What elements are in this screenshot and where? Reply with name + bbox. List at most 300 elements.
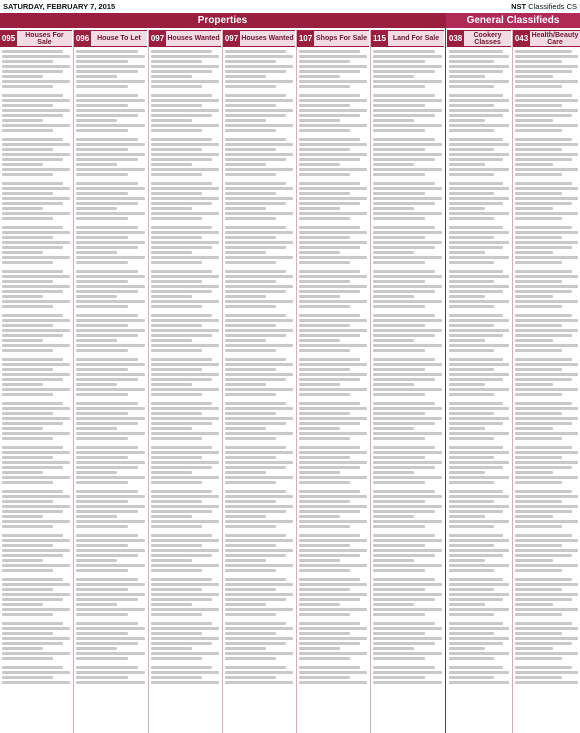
listing-text-line: [2, 339, 43, 342]
listing-text-line: [515, 500, 562, 503]
listing-text-line: [225, 197, 293, 200]
listing-text-line: [373, 388, 442, 391]
listing-text-line: [225, 490, 286, 493]
listing-text-line: [151, 525, 202, 528]
listing-text-line: [515, 603, 553, 606]
listing-text-line: [76, 217, 128, 220]
listing-text-line: [515, 75, 553, 78]
listing-text-line: [151, 578, 212, 581]
listing-text-line: [373, 481, 425, 484]
listing-text-line: [515, 437, 562, 440]
listing-text-line: [373, 138, 435, 141]
listing-text-line: [515, 339, 553, 342]
column-label: Land For Sale: [388, 31, 444, 46]
listings-land-for-sale: [371, 49, 444, 733]
listing-text-line: [449, 559, 485, 562]
listing-text-line: [449, 417, 509, 420]
listing-text-line: [2, 490, 63, 493]
listing-text-line: [373, 525, 425, 528]
listing-text-line: [373, 80, 442, 83]
listing-text-line: [515, 539, 578, 542]
listing-text-line: [76, 358, 138, 361]
listing-text-line: [449, 109, 509, 112]
listing-text-line: [76, 657, 128, 660]
listing-text-line: [225, 168, 293, 171]
listing-text-line: [515, 632, 562, 635]
column-label: Cookery Classes: [464, 31, 511, 46]
listing-text-line: [2, 446, 63, 449]
listing-text-line: [373, 50, 435, 53]
listing-text-line: [225, 608, 293, 611]
listing-text-line: [449, 324, 494, 327]
listing-text-line: [373, 471, 414, 474]
listing-text-line: [515, 187, 578, 190]
listing-text-line: [151, 50, 212, 53]
column-number: 097: [223, 31, 240, 46]
listing-text-line: [151, 544, 202, 547]
listing-text-line: [299, 261, 350, 264]
listing-text-line: [449, 143, 509, 146]
listing-text-line: [449, 334, 503, 337]
column-label: House To Let: [91, 31, 147, 46]
listing-text-line: [449, 138, 503, 141]
listing-text-line: [151, 402, 212, 405]
listing-text-line: [2, 60, 53, 63]
listing-text-line: [151, 270, 212, 273]
listing-text-line: [151, 344, 219, 347]
listing-text-line: [151, 520, 219, 523]
listing-text-line: [76, 608, 145, 611]
listing-text-line: [225, 481, 276, 484]
listing-text-line: [299, 637, 367, 640]
listing-text-line: [151, 339, 192, 342]
section-properties-title: Properties: [197, 15, 248, 26]
listing-text-line: [449, 466, 503, 469]
listing-text-line: [2, 290, 63, 293]
listing-text-line: [515, 456, 562, 459]
column-header-cookery-classes: [447, 30, 511, 47]
masthead: [0, 0, 580, 12]
listing-text-line: [76, 402, 138, 405]
listing-text-line: [2, 559, 43, 562]
listing-text-line: [373, 300, 442, 303]
listing-text-line: [2, 647, 43, 650]
listing-text-line: [515, 329, 578, 332]
listing-text-line: [373, 432, 442, 435]
listing-text-line: [299, 285, 367, 288]
listing-text-line: [373, 114, 435, 117]
listing-text-line: [515, 70, 572, 73]
listing-text-line: [299, 520, 367, 523]
listing-text-line: [515, 481, 562, 484]
listing-text-line: [76, 520, 145, 523]
listing-text-line: [449, 129, 494, 132]
listing-text-line: [151, 456, 202, 459]
listing-text-line: [151, 608, 219, 611]
listing-text-line: [76, 471, 117, 474]
listing-text-line: [151, 261, 202, 264]
listings-houses-wanted: [149, 49, 221, 733]
listing-text-line: [449, 593, 509, 596]
listing-text-line: [76, 158, 138, 161]
listing-text-line: [151, 143, 219, 146]
listing-text-line: [2, 104, 53, 107]
listing-text-line: [2, 373, 70, 376]
column-number: 115: [371, 31, 388, 46]
listing-text-line: [373, 270, 435, 273]
listing-text-line: [225, 129, 276, 132]
listing-text-line: [76, 666, 138, 669]
listing-text-line: [299, 94, 360, 97]
listing-text-line: [373, 163, 414, 166]
listing-text-line: [225, 192, 276, 195]
listing-text-line: [299, 510, 360, 513]
listing-text-line: [299, 109, 367, 112]
listing-text-line: [515, 334, 572, 337]
listing-text-line: [2, 402, 63, 405]
listing-text-line: [449, 505, 509, 508]
listing-text-line: [151, 666, 212, 669]
listing-text-line: [373, 231, 442, 234]
listing-text-line: [2, 329, 70, 332]
listing-text-line: [2, 505, 70, 508]
listing-text-line: [151, 368, 202, 371]
section-general-banner: [446, 13, 580, 28]
listing-text-line: [373, 642, 435, 645]
listing-text-line: [151, 153, 219, 156]
listing-text-line: [449, 549, 509, 552]
listing-text-line: [299, 217, 350, 220]
listing-text-line: [515, 417, 578, 420]
listing-text-line: [373, 129, 425, 132]
listing-text-line: [299, 373, 367, 376]
listing-text-line: [449, 676, 494, 679]
listing-text-line: [225, 500, 276, 503]
listing-text-line: [449, 627, 509, 630]
listing-text-line: [515, 104, 562, 107]
listing-text-line: [373, 285, 442, 288]
listing-text-line: [2, 652, 70, 655]
listing-text-line: [449, 515, 485, 518]
listing-text-line: [299, 334, 360, 337]
listing-text-line: [76, 75, 117, 78]
listing-text-line: [151, 373, 219, 376]
listing-text-line: [151, 55, 219, 58]
column-label: Houses Wanted: [166, 31, 221, 46]
listing-text-line: [373, 437, 425, 440]
listing-text-line: [76, 451, 145, 454]
listing-text-line: [225, 182, 286, 185]
listing-text-line: [515, 192, 562, 195]
listing-text-line: [225, 217, 276, 220]
listing-text-line: [449, 148, 494, 151]
listing-text-line: [515, 451, 578, 454]
listing-text-line: [76, 569, 128, 572]
listing-text-line: [449, 637, 509, 640]
listing-text-line: [76, 349, 128, 352]
listing-text-line: [2, 153, 70, 156]
listing-text-line: [373, 261, 425, 264]
listing-text-line: [2, 344, 70, 347]
listing-text-line: [299, 393, 350, 396]
listing-text-line: [225, 476, 293, 479]
listing-text-line: [373, 75, 414, 78]
listing-text-line: [299, 305, 350, 308]
listing-text-line: [225, 241, 293, 244]
listing-text-line: [151, 104, 202, 107]
listing-text-line: [151, 246, 212, 249]
listing-text-line: [225, 598, 286, 601]
listing-text-line: [515, 99, 578, 102]
listing-text-line: [2, 70, 63, 73]
listing-text-line: [373, 85, 425, 88]
listing-text-line: [449, 349, 494, 352]
listing-text-line: [449, 451, 509, 454]
listing-text-line: [299, 202, 360, 205]
listing-text-line: [76, 539, 145, 542]
listing-text-line: [151, 168, 219, 171]
listing-text-line: [76, 138, 138, 141]
listing-text-line: [449, 358, 503, 361]
listing-text-line: [515, 168, 578, 171]
listing-text-line: [151, 280, 202, 283]
listing-text-line: [225, 212, 293, 215]
listing-text-line: [225, 681, 293, 684]
listing-text-line: [151, 187, 219, 190]
listing-text-line: [225, 637, 293, 640]
listing-text-line: [2, 666, 63, 669]
listing-text-line: [449, 197, 509, 200]
listing-text-line: [515, 363, 578, 366]
listing-text-line: [225, 207, 266, 210]
listing-text-line: [76, 339, 117, 342]
listing-text-line: [449, 231, 509, 234]
listing-text-line: [151, 451, 219, 454]
listing-text-line: [373, 192, 425, 195]
listing-text-line: [76, 422, 138, 425]
listing-text-line: [225, 314, 286, 317]
listing-text-line: [225, 153, 293, 156]
listing-text-line: [76, 80, 145, 83]
listing-text-line: [225, 647, 266, 650]
listing-text-line: [2, 192, 53, 195]
listing-text-line: [515, 476, 578, 479]
listing-text-line: [76, 246, 138, 249]
listing-text-line: [449, 578, 503, 581]
listing-text-line: [2, 50, 63, 53]
column-header-land-for-sale: [371, 30, 444, 47]
listing-text-line: [151, 490, 212, 493]
listing-text-line: [299, 427, 340, 430]
listing-text-line: [299, 500, 350, 503]
listing-text-line: [225, 124, 293, 127]
listing-text-line: [76, 114, 138, 117]
listing-text-line: [2, 412, 53, 415]
listing-text-line: [449, 476, 509, 479]
listing-text-line: [225, 324, 276, 327]
listing-text-line: [299, 446, 360, 449]
listing-text-line: [225, 666, 286, 669]
listing-text-line: [373, 490, 435, 493]
listing-text-line: [76, 466, 138, 469]
column-number: 107: [297, 31, 314, 46]
listing-text-line: [76, 613, 128, 616]
listing-text-line: [299, 437, 350, 440]
listing-text-line: [2, 422, 63, 425]
listing-text-line: [299, 314, 360, 317]
listing-text-line: [151, 119, 192, 122]
listing-text-line: [151, 417, 219, 420]
listing-text-line: [151, 627, 219, 630]
listing-text-line: [373, 55, 442, 58]
listing-text-line: [2, 676, 53, 679]
listing-text-line: [151, 412, 202, 415]
listing-text-line: [299, 290, 360, 293]
listing-text-line: [225, 510, 286, 513]
listing-text-line: [2, 510, 63, 513]
listing-text-line: [373, 99, 442, 102]
listing-text-line: [76, 212, 145, 215]
listing-text-line: [299, 627, 367, 630]
listing-text-line: [299, 476, 367, 479]
listing-text-line: [373, 275, 442, 278]
listing-text-line: [299, 231, 367, 234]
listing-text-line: [515, 182, 572, 185]
listing-text-line: [2, 334, 63, 337]
listing-text-line: [151, 549, 219, 552]
listing-text-line: [449, 388, 509, 391]
listing-text-line: [515, 261, 562, 264]
listing-text-line: [76, 588, 128, 591]
listing-text-line: [151, 349, 202, 352]
listing-text-line: [299, 192, 350, 195]
listing-text-line: [515, 471, 553, 474]
listing-text-line: [515, 368, 562, 371]
listing-text-line: [373, 407, 442, 410]
listing-text-line: [225, 295, 266, 298]
listing-text-line: [299, 525, 350, 528]
listing-text-line: [76, 334, 138, 337]
listing-text-line: [373, 422, 435, 425]
listing-text-line: [2, 569, 53, 572]
listing-text-line: [299, 70, 360, 73]
listing-text-line: [2, 437, 53, 440]
listing-text-line: [449, 437, 494, 440]
listing-text-line: [515, 608, 578, 611]
listing-text-line: [76, 564, 145, 567]
listing-text-line: [515, 280, 562, 283]
listing-text-line: [449, 344, 509, 347]
listing-text-line: [151, 500, 202, 503]
listing-text-line: [2, 554, 63, 557]
listing-text-line: [2, 515, 43, 518]
listing-text-line: [515, 231, 578, 234]
listing-text-line: [76, 417, 145, 420]
listing-text-line: [515, 270, 572, 273]
listing-text-line: [225, 329, 293, 332]
listing-text-line: [76, 241, 145, 244]
listing-text-line: [299, 114, 360, 117]
listing-text-line: [449, 241, 509, 244]
listing-text-line: [151, 114, 212, 117]
listing-text-line: [373, 593, 442, 596]
listing-text-line: [2, 500, 53, 503]
listing-text-line: [225, 236, 276, 239]
column-header-health-beauty-care: [513, 30, 580, 47]
listing-text-line: [151, 295, 192, 298]
listing-text-line: [225, 261, 276, 264]
listing-text-line: [151, 275, 219, 278]
listing-text-line: [299, 490, 360, 493]
listing-text-line: [225, 593, 293, 596]
listing-text-line: [225, 495, 293, 498]
listing-text-line: [225, 388, 293, 391]
listing-text-line: [299, 246, 360, 249]
listing-text-line: [515, 388, 578, 391]
listing-text-line: [225, 246, 286, 249]
listing-text-line: [373, 393, 425, 396]
listing-text-line: [225, 471, 266, 474]
listing-text-line: [225, 270, 286, 273]
listing-text-line: [225, 569, 276, 572]
listing-text-line: [449, 461, 509, 464]
listing-text-line: [2, 378, 63, 381]
listing-text-line: [151, 495, 219, 498]
listing-text-line: [373, 510, 435, 513]
listing-text-line: [373, 109, 442, 112]
listing-text-line: [515, 158, 572, 161]
listing-text-line: [299, 226, 360, 229]
listing-text-line: [373, 671, 442, 674]
listing-text-line: [299, 295, 340, 298]
listing-text-line: [76, 559, 117, 562]
listing-text-line: [76, 500, 128, 503]
listing-text-line: [299, 681, 367, 684]
listing-text-line: [299, 148, 350, 151]
listing-text-line: [299, 652, 367, 655]
listing-text-line: [76, 329, 145, 332]
listing-text-line: [515, 138, 572, 141]
listing-text-line: [151, 329, 219, 332]
listing-text-line: [299, 603, 340, 606]
listing-text-line: [515, 520, 578, 523]
listing-text-line: [2, 578, 63, 581]
publication-brand: NST: [511, 1, 527, 11]
listing-text-line: [373, 588, 425, 591]
listing-text-line: [449, 280, 494, 283]
listing-text-line: [76, 251, 117, 254]
listing-text-line: [373, 280, 425, 283]
listing-text-line: [373, 202, 435, 205]
listing-text-line: [76, 94, 138, 97]
listing-text-line: [225, 437, 276, 440]
listing-text-line: [449, 608, 509, 611]
listing-text-line: [373, 256, 442, 259]
listing-text-line: [449, 275, 509, 278]
listing-text-line: [373, 212, 442, 215]
listing-text-line: [515, 647, 553, 650]
listing-text-line: [76, 642, 138, 645]
listing-text-line: [449, 295, 485, 298]
listing-text-line: [151, 334, 212, 337]
listing-text-line: [515, 226, 572, 229]
listing-text-line: [2, 544, 53, 547]
listing-text-line: [515, 80, 578, 83]
listing-text-line: [449, 603, 485, 606]
listing-text-line: [449, 520, 509, 523]
listing-text-line: [225, 559, 266, 562]
listing-text-line: [299, 349, 350, 352]
